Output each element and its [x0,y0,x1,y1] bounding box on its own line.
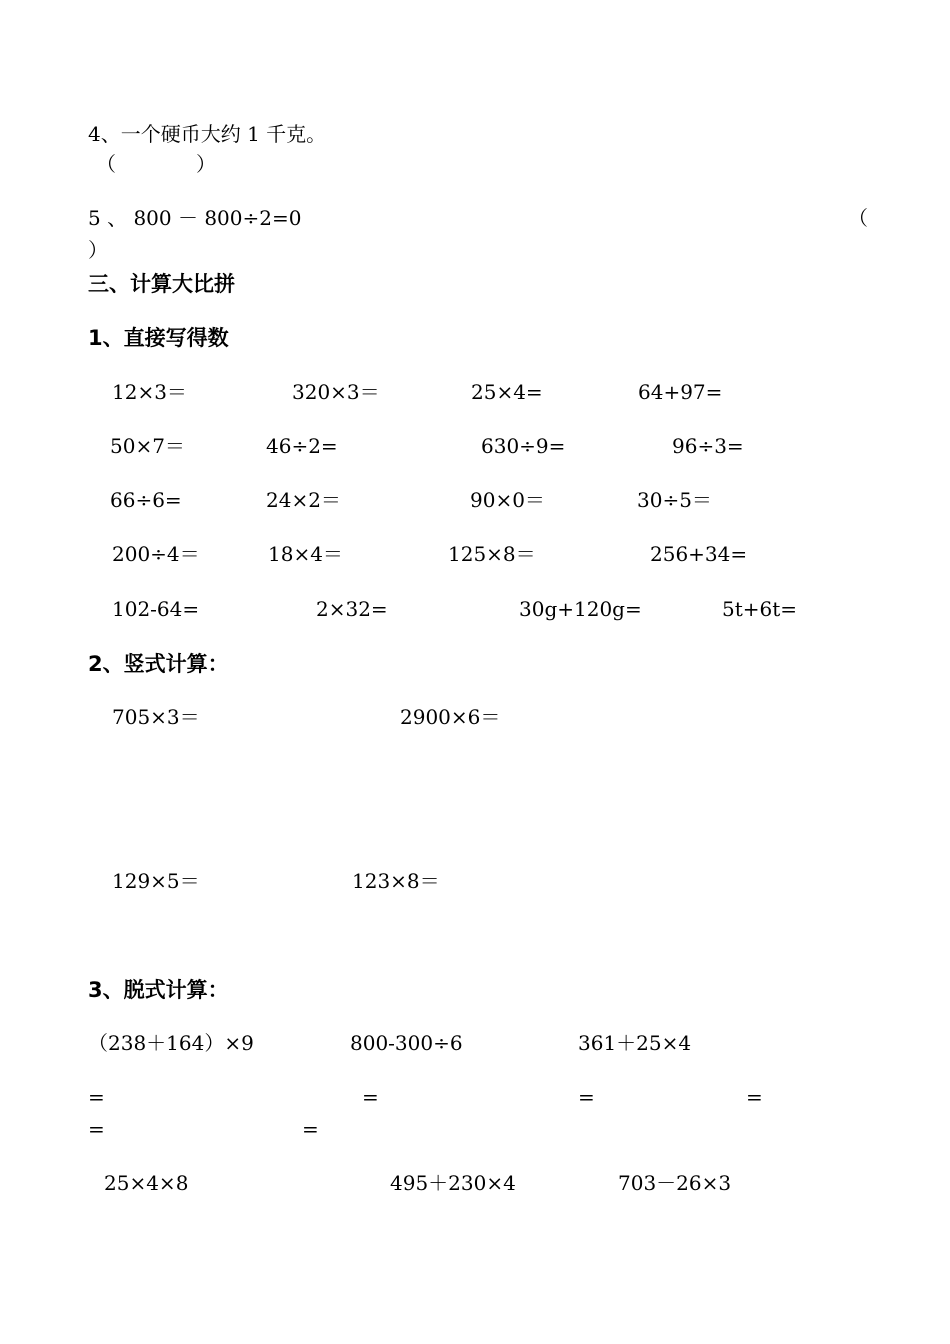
oral-problem: 64+97= [638,380,723,404]
part1-title: 1、直接写得数 [88,326,229,350]
stepwise-problem: （238＋164）×9 [88,1031,254,1055]
oral-problem: 12×3＝ [112,380,187,404]
vertical-problem: 705×3＝ [112,705,200,729]
oral-problem: 46÷2= [266,434,338,458]
q5-text: 5 、 800 － 800÷2=0 [88,206,302,230]
part3-title: 3、脱式计算： [88,978,229,1002]
section3-title: 三、计算大比拼 [88,272,235,296]
equals-mark: = [578,1085,595,1109]
oral-problem: 24×2＝ [266,488,341,512]
part2-title: 2、竖式计算： [88,652,229,676]
equals-mark: = [302,1117,319,1141]
q5-bracket-close: ） [88,238,108,262]
oral-problem: 5t+6t= [722,597,798,621]
stepwise-problem: 703－26×3 [618,1171,732,1195]
stepwise-problem: 800-300÷6 [350,1031,463,1055]
equals-mark: = [88,1117,105,1141]
oral-problem: 630÷9= [481,434,566,458]
q4-text: 4、一个硬币大约 1 千克。 [88,122,327,146]
oral-problem: 2×32= [316,597,388,621]
vertical-problem: 2900×6＝ [400,705,501,729]
oral-problem: 102-64= [112,597,200,621]
oral-problem: 256+34= [650,542,748,566]
vertical-problem: 123×8＝ [352,869,440,893]
vertical-problem: 129×5＝ [112,869,200,893]
oral-problem: 96÷3= [672,434,744,458]
equals-mark: = [88,1085,105,1109]
equals-mark: = [362,1085,379,1109]
oral-problem: 25×4= [471,380,543,404]
equals-mark: = [746,1085,763,1109]
oral-problem: 18×4＝ [268,542,343,566]
oral-problem: 30g+120g= [519,597,642,621]
oral-problem: 200÷4＝ [112,542,200,566]
oral-problem: 30÷5＝ [637,488,712,512]
q5-bracket-open[interactable]: （ [848,206,868,230]
q4-answer-bracket[interactable]: （ ） [96,152,216,176]
oral-problem: 90×0＝ [470,488,545,512]
oral-problem: 50×7＝ [110,434,185,458]
oral-problem: 320×3＝ [292,380,380,404]
oral-problem: 66÷6= [110,488,182,512]
stepwise-problem: 495＋230×4 [390,1171,516,1195]
stepwise-problem: 361＋25×4 [578,1031,692,1055]
stepwise-problem: 25×4×8 [104,1171,189,1195]
oral-problem: 125×8＝ [448,542,536,566]
